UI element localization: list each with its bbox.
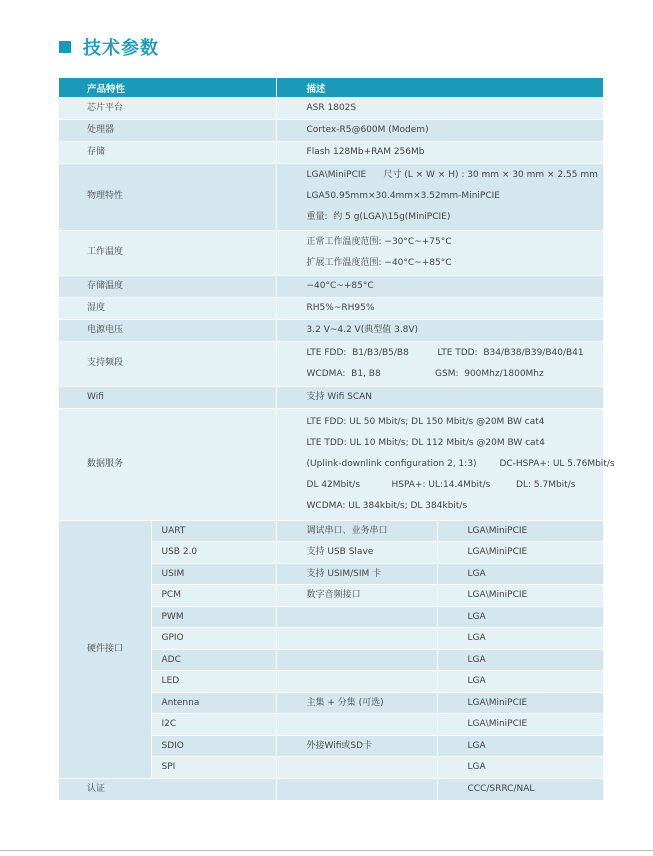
header-description: 描述: [276, 78, 603, 97]
interface-name: Antenna: [151, 692, 276, 714]
interface-name: PWM: [151, 606, 276, 628]
interface-description: [276, 714, 437, 736]
row-label: 存储温度: [59, 275, 276, 297]
interface-description: [276, 671, 437, 693]
interface-package: LGA: [437, 606, 603, 628]
interface-description: 调试串口、业务串口: [276, 520, 437, 542]
empty-cell: [276, 778, 437, 800]
interface-package: LGA\MiniPCIE: [437, 692, 603, 714]
description-line: (Uplink-downlink configuration 2, 1:3) DC-HSPA+: UL 5.76Mbit/s: [306, 458, 615, 469]
row-description: [276, 275, 603, 297]
description-line: 支持 Wifi SCAN: [306, 391, 372, 402]
row-description: [276, 141, 603, 163]
interface-name: LED: [151, 671, 276, 693]
table-row: [59, 297, 603, 319]
description-line: Cortex-R5@600M (Modem): [306, 124, 429, 135]
row-description: [276, 163, 603, 230]
interface-package: LGA: [437, 671, 603, 693]
row-description: [276, 341, 603, 386]
description-line: −40°C~+85°C: [306, 280, 374, 291]
section-title: [59, 36, 159, 58]
certification-label: 认证: [59, 778, 276, 800]
row-label: 电源电压: [59, 319, 276, 341]
description-line: LTE FDD: B1/B3/B5/B8 LTE TDD: B34/B38/B39/B40/B41: [306, 347, 584, 358]
interface-package: LGA: [437, 735, 603, 757]
interface-description: 主集 + 分集 (可选): [276, 692, 437, 714]
interface-package: LGA\MiniPCIE: [437, 714, 603, 736]
interface-package: LGA: [437, 757, 603, 779]
description-line: LTE FDD: UL 50 Mbit/s; DL 150 Mbit/s @20M BW cat4: [306, 416, 545, 427]
table-row: [59, 408, 603, 520]
interface-description: 支持 USB Slave: [276, 542, 437, 564]
interface-name: GPIO: [151, 628, 276, 650]
row-description: [276, 297, 603, 319]
row-label: 工作温度: [59, 230, 276, 275]
row-description: [276, 119, 603, 141]
title-square-icon: [59, 41, 71, 53]
description-line: Flash 128Mb+RAM 256Mb: [306, 146, 425, 157]
interface-package: LGA: [437, 649, 603, 671]
page-bottom-border: [0, 850, 653, 851]
table-row: [59, 97, 603, 119]
interface-description: [276, 628, 437, 650]
interface-description: [276, 649, 437, 671]
interface-name: UART: [151, 520, 276, 542]
row-label: 物理特性: [59, 163, 276, 230]
interface-package: LGA\MiniPCIE: [437, 585, 603, 607]
table-row: [59, 520, 603, 542]
row-label: 处理器: [59, 119, 276, 141]
row-label: 支持频段: [59, 341, 276, 386]
interface-name: I2C: [151, 714, 276, 736]
interface-description: 数字音频接口: [276, 585, 437, 607]
row-description: [276, 97, 603, 119]
row-description: [276, 319, 603, 341]
table-row: [59, 341, 603, 386]
row-label: 数据服务: [59, 408, 276, 520]
interface-package: LGA: [437, 563, 603, 585]
spec-table: [59, 78, 615, 801]
row-description: [276, 386, 603, 408]
description-line: LGA\MiniPCIE 尺寸 (L × W × H) : 30 mm × 30 mm × 2.55 mm: [306, 170, 598, 180]
table-row: [59, 386, 603, 408]
header-feature: 产品特性: [59, 78, 276, 97]
row-description: [276, 230, 603, 275]
row-label: 湿度: [59, 297, 276, 319]
interface-name: ADC: [151, 649, 276, 671]
description-line: RH5%~RH95%: [306, 302, 375, 313]
interface-name: SDIO: [151, 735, 276, 757]
table-row: [59, 163, 603, 230]
table-row: [59, 778, 603, 800]
description-line: DL 42Mbit/s HSPA+: UL:14.4Mbit/s DL: 5.7Mbit/s: [306, 479, 576, 490]
table-header: [59, 78, 603, 97]
title-text: 技术参数: [83, 38, 159, 59]
description-line: 正常工作温度范围: −30°C~+75°C: [306, 236, 452, 247]
table-row: [59, 230, 603, 275]
description-line: ASR 1802S: [306, 102, 357, 113]
interface-name: USB 2.0: [151, 542, 276, 564]
interface-description: 外接Wifi或SD卡: [276, 735, 437, 757]
description-line: WCDMA: UL 384kbit/s; DL 384kbit/s: [306, 500, 468, 511]
interface-package: LGA\MiniPCIE: [437, 520, 603, 542]
table-row: [59, 119, 603, 141]
description-line: 3.2 V~4.2 V(典型值 3.8V): [306, 324, 419, 335]
certification-value: CCC/SRRC/NAL: [437, 778, 603, 800]
description-line: 扩展工作温度范围: −40°C~+85°C: [306, 257, 452, 268]
table-row: [59, 275, 603, 297]
hardware-interface-label: 硬件接口: [59, 520, 151, 778]
row-label: Wifi: [59, 386, 276, 408]
interface-description: [276, 757, 437, 779]
description-line: LTE TDD: UL 10 Mbit/s; DL 112 Mbit/s @20M BW cat4: [306, 437, 545, 448]
description-line: LGA50.95mm×30.4mm×3.52mm-MiniPCIE: [306, 191, 500, 201]
interface-name: SPI: [151, 757, 276, 779]
row-label: 芯片平台: [59, 97, 276, 119]
interface-name: PCM: [151, 585, 276, 607]
row-description: [276, 408, 615, 520]
interface-description: 支持 USIM/SIM 卡: [276, 563, 437, 585]
table-row: [59, 141, 603, 163]
table-row: [59, 319, 603, 341]
description-line: 重量: 约 5 g(LGA)\15g(MiniPCIE): [306, 212, 451, 222]
interface-description: [276, 606, 437, 628]
row-label: 存储: [59, 141, 276, 163]
description-line: WCDMA: B1, B8 GSM: 900Mhz/1800Mhz: [306, 368, 544, 379]
interface-package: LGA: [437, 628, 603, 650]
interface-name: USIM: [151, 563, 276, 585]
interface-package: LGA\MiniPCIE: [437, 542, 603, 564]
